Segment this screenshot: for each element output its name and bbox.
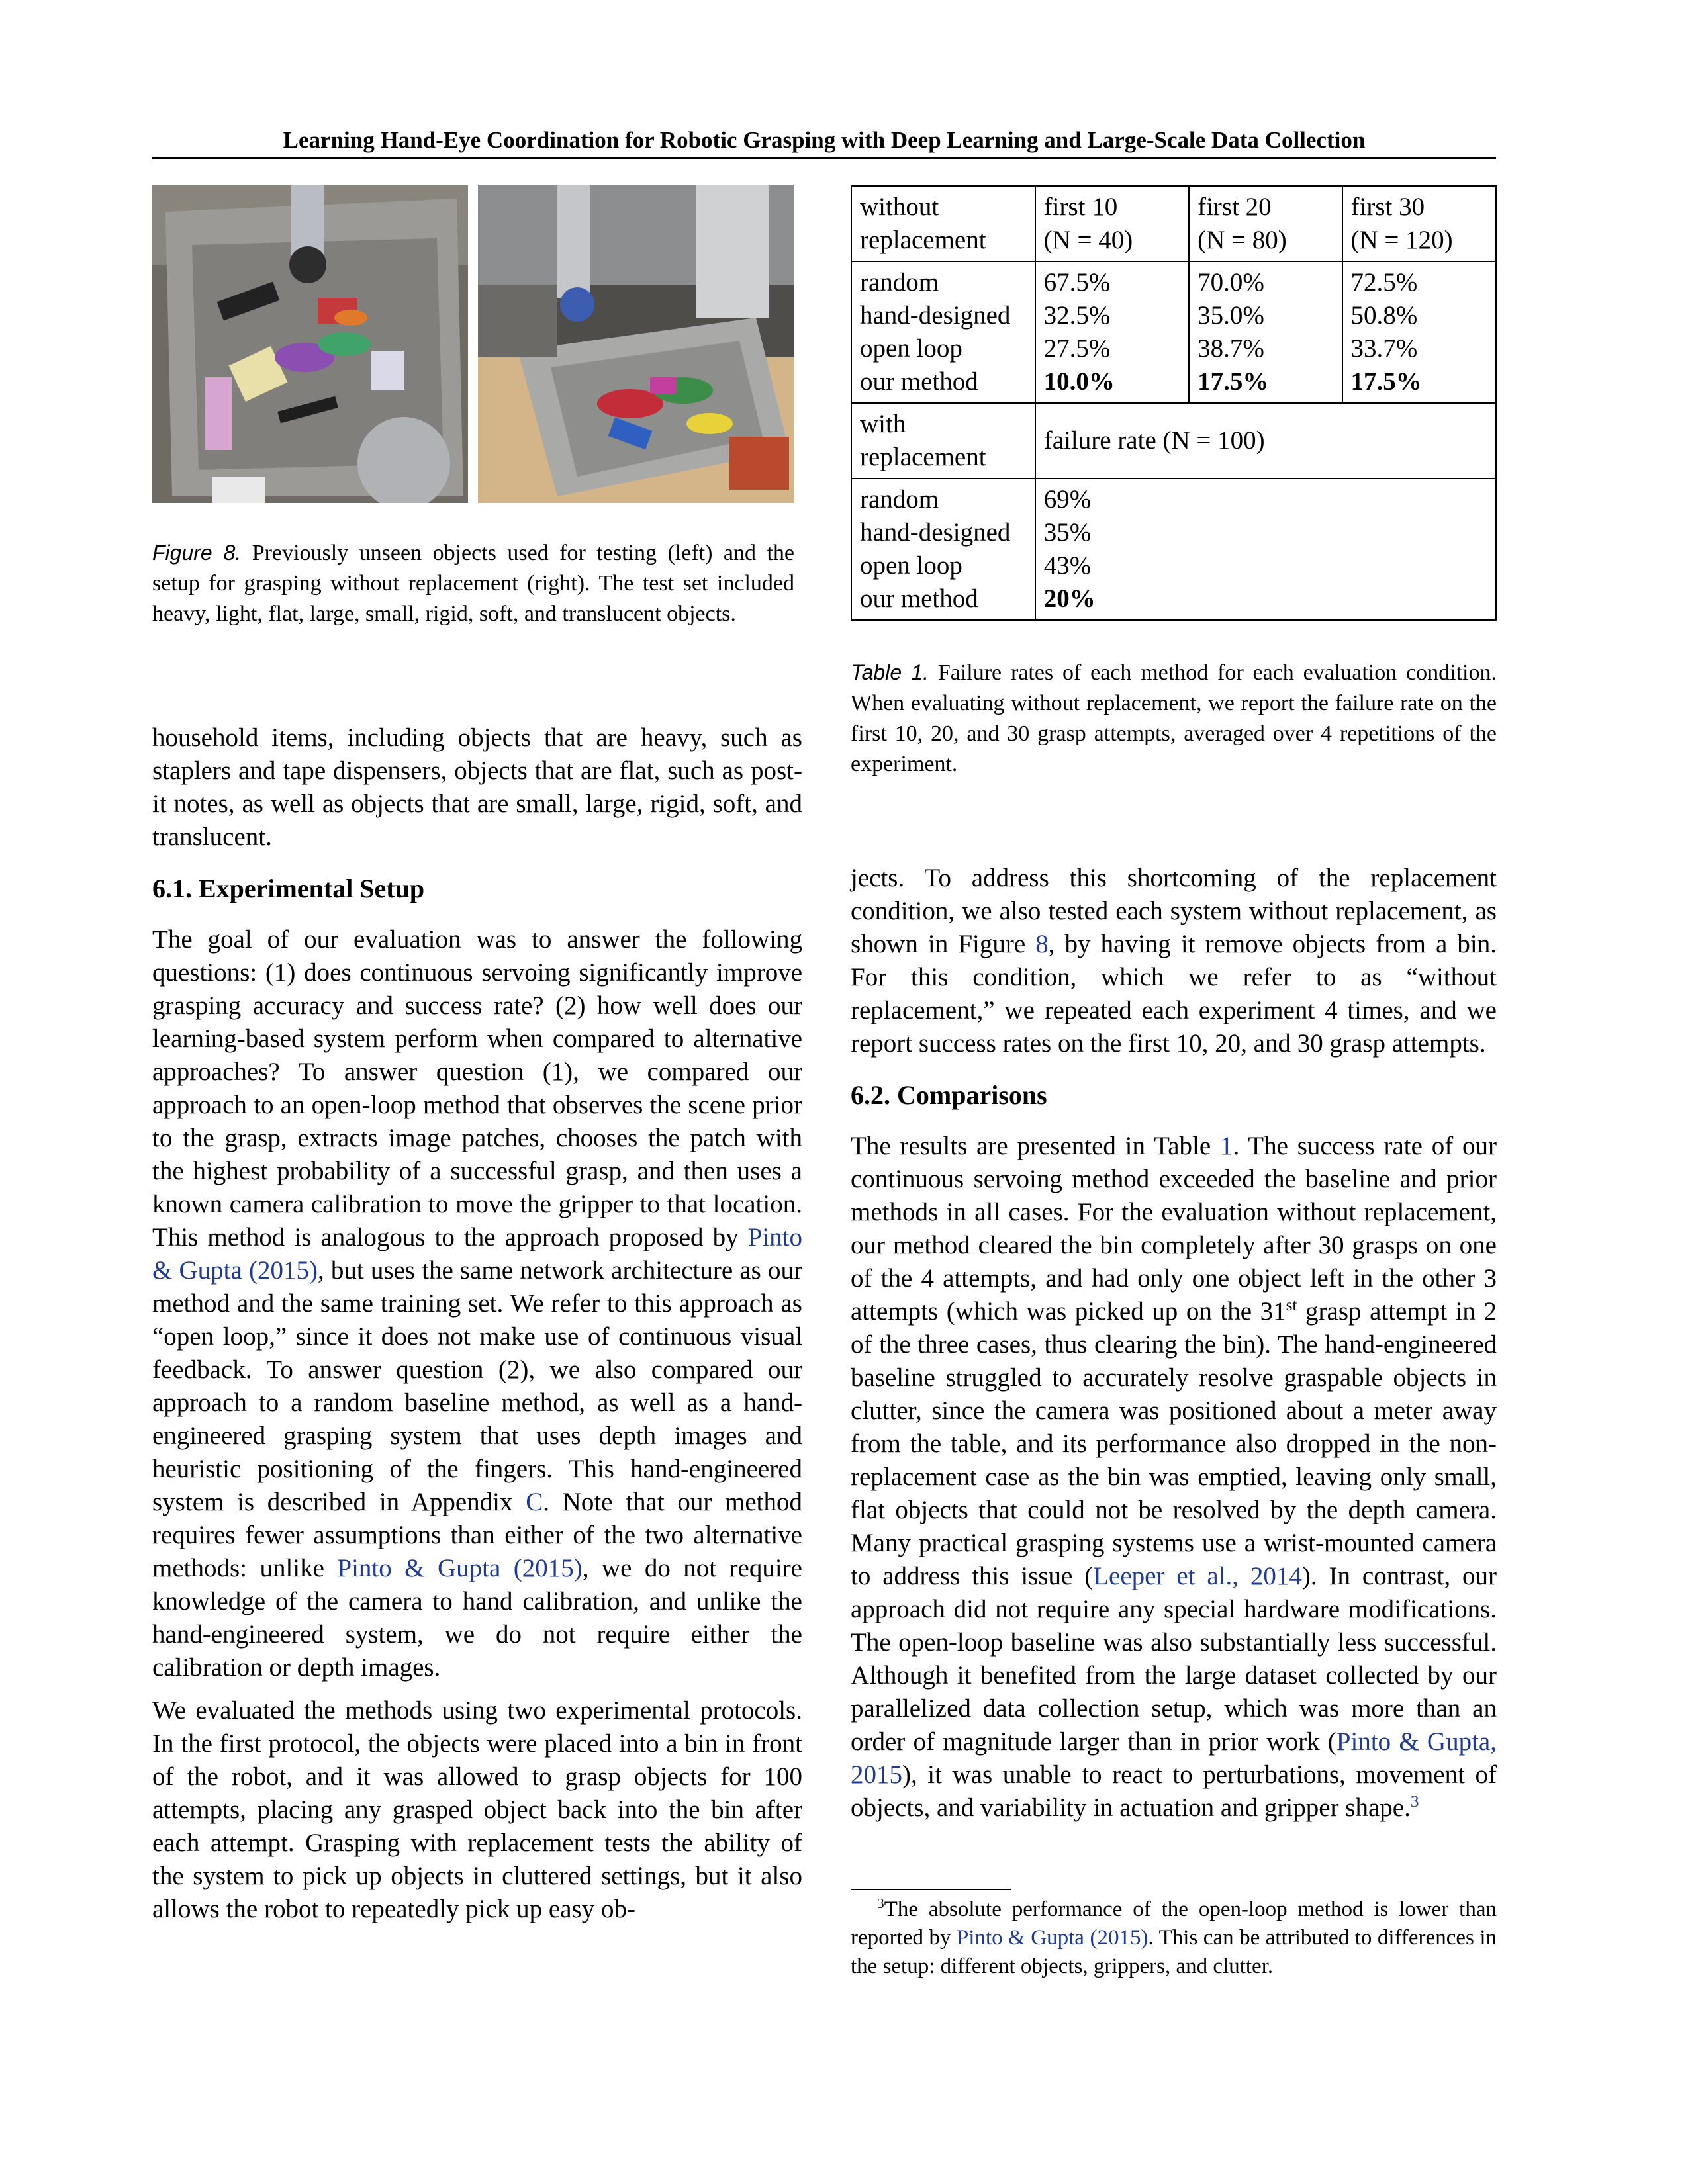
table1-values-first20: 70.0% 35.0% 38.7% 17.5% xyxy=(1189,261,1342,403)
citation-pinto-gupta[interactable]: Pinto & Gupta (2015) xyxy=(152,1223,802,1285)
table1-header-row xyxy=(851,186,1496,261)
table1-body-row xyxy=(851,261,1496,403)
header-rule xyxy=(152,157,1496,159)
table1-replacement-label: with replacement xyxy=(851,403,1035,478)
footnote-number: 3 xyxy=(877,1895,884,1911)
right-column xyxy=(851,862,1497,1825)
intro-paragraph: household items, including objects that are heavy, such as staplers and tape dispensers, objects that are flat, such as post-it notes, as well as objects that are small, large, rigid, soft, and translucent. xyxy=(152,723,802,851)
running-title: Learning Hand-Eye Coordination for Robotic Grasping with Deep Learning and Large-Scale Data Collection xyxy=(283,127,1366,153)
table-1-link[interactable]: 1 xyxy=(1219,1132,1233,1160)
figure8-label: Figure 8. xyxy=(152,541,242,565)
protocols-paragraph: We evaluated the methods using two experimental protocols. In the first protocol, the objects were placed into a bin in front of the robot, and it was allowed to grasp objects for 100 attempts, placing any grasped object back into the bin after each attempt. Grasping with replacement tests the ability of the system to pick up objects in cluttered settings, but it also allows the robot to repeatedly pick up easy ob- xyxy=(152,1696,802,1923)
table1-replacement-header-row xyxy=(851,403,1496,478)
table1-replacement-methods: random hand-designed open loop our method xyxy=(851,478,1035,620)
footnote-rule xyxy=(851,1889,1011,1890)
left-column xyxy=(152,721,802,1926)
comparisons-paragraph: The results are presented in Table 1. The success rate of our continuous servoing method exceeded the baseline and prior methods in all cases. For the evaluation without replacement, our method cleared the bin completely after 30 grasps on one of the 4 attempts, and had only one object left in the other 3 attempts (which was picked up on the 31st grasp attempt in 2 of the three cases, thus clearing the bin). The hand-engineered baseline struggled to accurately resolve graspable objects in clutter, since the camera was positioned about a meter away from the table, and its performance also dropped in the non-replacement case as the bin was emptied, leaving only small, flat objects that could not be resolved by the depth camera. Many practical grasping systems use a wrist-mounted camera to address this issue (Leeper et al., 2014). In contrast, our approach did not require any special hardware modifications. The open-loop baseline was also substantially less successful. Although it benefited from the large dataset collected by our parallelized data collection setup, which was more than an order of magnitude larger than in prior work (Pinto & Gupta, 2015), it was unable to react to perturbations, movement of objects, and variability in actuation and gripper shape.$^3$ xyxy=(851,1132,1497,1822)
figure8-caption-text: Previously unseen objects used for testing (left) and the setup for grasping without replacement (right). The test set included heavy, light, flat, large, small, rigid, soft, and translucent objects. xyxy=(152,541,794,626)
figure8-photo-setup xyxy=(478,185,794,503)
ordinal-suffix: st xyxy=(1286,1296,1297,1314)
section-6-2-heading: 6.2. Comparisons xyxy=(851,1080,1047,1110)
table1-values-first30: 72.5% 50.8% 33.7% 17.5% xyxy=(1342,261,1496,403)
table1-replacement-body-row xyxy=(851,478,1496,620)
citation-pinto-gupta[interactable]: Pinto & Gupta (2015) xyxy=(956,1926,1149,1950)
table1-col-first30: first 30 (N = 120) xyxy=(1342,186,1496,261)
table1-label: Table 1. xyxy=(851,660,929,684)
table1-condition-label: without replacement xyxy=(851,186,1035,261)
figure8-caption xyxy=(152,537,794,629)
table1-caption xyxy=(851,657,1497,780)
table1-without-replacement xyxy=(851,185,1497,404)
citation-pinto-gupta[interactable]: Pinto & Gupta (2015) xyxy=(337,1554,583,1582)
experimental-setup-paragraph: The goal of our evaluation was to answer the following questions: (1) does continuous servoing significantly improve grasping accuracy and success rate? (2) how well does our learning-based system perform when compared to alternative approaches? To answer question (1), we compared our approach to an open-loop method that observes the scene prior to the grasp, extracts image patches, chooses the patch with the highest probability of a successful grasp, and then uses a known camera calibration to move the gripper to that location. This method is analogous to the approach proposed by Pinto & Gupta (2015), but uses the same network architecture as our method and the same training set. We refer to this approach as “open loop,” since it does not make use of continuous visual feedback. To answer question (2), we also compared our approach to a random baseline method, as well as a hand-engineered grasping system that uses depth images and heuristic positioning of the fingers. This hand-engineered system is described in Appendix C. Note that our method requires fewer assumptions than either of the two alternative methods: unlike Pinto & Gupta (2015), we do not require knowledge of the camera to hand calibration, and unlike the hand-engineered system, we do not require either the calibration or depth images. xyxy=(152,925,802,1682)
citation-pinto-gupta[interactable]: Pinto & Gupta, 2015 xyxy=(851,1727,1497,1789)
figure8-photo-test-objects xyxy=(152,185,468,503)
section-6-1-heading: 6.1. Experimental Setup xyxy=(152,874,425,903)
table1-method-names: random hand-designed open loop our method xyxy=(851,261,1035,403)
table1-caption-text: Failure rates of each method for each evaluation condition. When evaluating without replacement, we report the failure rate on the first 10, 20, and 30 grasp attempts, averaged over 4 repetitions of the experiment. xyxy=(851,660,1497,776)
without-replacement-paragraph: jects. To address this shortcoming of the replacement condition, we also tested each system without replacement, as shown in Figure 8, by having it remove objects from a bin. For this condition, which we refer to as “without replacement,” we repeated each experiment 4 times, and we report success rates on the first 10, 20, and 30 grasp attempts. xyxy=(851,864,1497,1058)
footnote-3: $^3$The absolute performance of the open-loop method is lower than reported by Pinto & Gupta (2015). This can be attributed to differences in the setup: different objects, grippers, and clutter. xyxy=(851,1895,1497,1978)
table1-col-first10: first 10 (N = 40) xyxy=(1035,186,1189,261)
appendix-c-link[interactable]: C xyxy=(526,1488,543,1516)
table1-replacement-values: 69% 35% 43% 20% xyxy=(1035,478,1496,620)
footnote-3-marker[interactable]: 3 xyxy=(1410,1792,1419,1811)
figure-8-link[interactable]: 8 xyxy=(1035,930,1049,958)
citation-leeper[interactable]: Leeper et al., 2014 xyxy=(1093,1562,1302,1590)
table1-values-first10: 67.5% 32.5% 27.5% 10.0% xyxy=(1035,261,1189,403)
table1-col-first20: first 20 (N = 80) xyxy=(1189,186,1342,261)
table1-replacement-col: failure rate (N = 100) xyxy=(1035,403,1496,478)
table1-with-replacement xyxy=(851,402,1497,621)
